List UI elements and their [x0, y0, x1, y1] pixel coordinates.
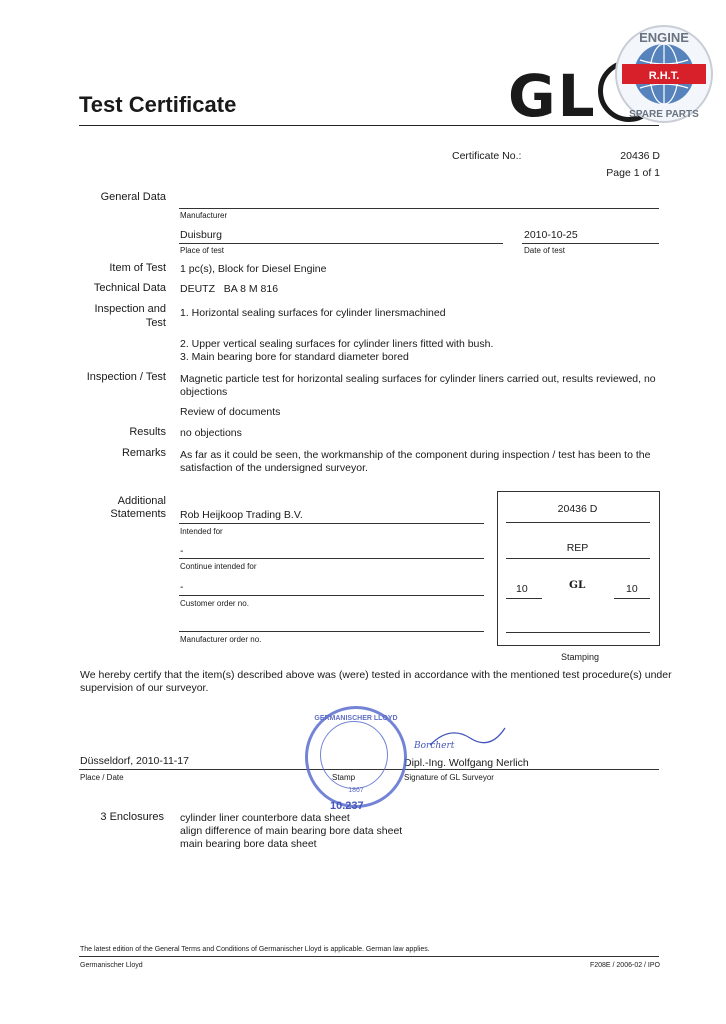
header-rule [79, 125, 659, 126]
stamping-left-value: 10 [516, 583, 528, 595]
footer-terms: The latest edition of the General Terms and Conditions of Germanischer Lloyd is applicable. German law applies. [80, 946, 430, 953]
technical-data-label: Technical Data [93, 282, 166, 294]
additional-label-line2: Statements [110, 508, 166, 520]
intended-for-line [179, 523, 484, 524]
logo-top-text: ENGINE [639, 30, 689, 45]
place-date-value: Düsseldorf, 2010-11-17 [80, 755, 189, 767]
inspection-item-2: 2. Upper vertical sealing surfaces for cylinder liners fitted with bush. [180, 338, 494, 350]
logo-middle-text: R.H.T. [648, 70, 680, 82]
certificate-no: 20436 D [620, 150, 660, 162]
intended-for-caption: Intended for [180, 527, 223, 536]
seal-number: 10.237 [330, 800, 364, 812]
stamping-number: 20436 D [557, 503, 598, 515]
continue-intended-value: - [180, 545, 184, 557]
results-value: no objections [180, 427, 242, 439]
manufacturer-order-line [179, 631, 484, 632]
surveyor-caption: Signature of GL Surveyor [404, 773, 494, 782]
certify-line2: supervision of our surveyor. [80, 682, 209, 694]
enclosure-2: align difference of main bearing bore data sheet [180, 825, 403, 837]
manufacturer-caption: Manufacturer [180, 211, 228, 220]
inspection-test-label: Inspection / Test [86, 371, 166, 383]
customer-order-line [179, 595, 484, 596]
place-date-caption: Place / Date [80, 773, 124, 782]
stamping-line-3a [506, 598, 542, 599]
stamping-line-4 [506, 632, 650, 633]
date-of-test: 2010-10-25 [524, 229, 578, 241]
footer-company: Germanischer Lloyd [80, 962, 143, 969]
stamping-right-value: 10 [626, 583, 638, 595]
stamping-line-1 [506, 522, 650, 523]
gl-logo: GL [508, 62, 597, 130]
continue-intended-line [179, 558, 484, 559]
footer-form-code: F208E / 2006-02 / IPO [589, 962, 660, 969]
stamping-gl-mark: GL [569, 579, 586, 591]
place-caption: Place of test [180, 246, 225, 255]
certify-line1: We hereby certify that the item(s) described above was (were) tested in accordance with the mentioned test procedure(s) under [80, 669, 672, 681]
item-of-test-value: 1 pc(s), Block for Diesel Engine [180, 263, 327, 275]
manufacturer-order-caption: Manufacturer order no. [180, 635, 262, 644]
remarks-line1: As far as it could be seen, the workmanship of the component during inspection / test has been to the [180, 449, 651, 461]
intended-for-value: Rob Heijkoop Trading B.V. [180, 509, 303, 521]
logo-bottom-text: SPARE PARTS [629, 109, 699, 120]
place-line [179, 243, 503, 244]
signature-scrawl: Borchert [414, 741, 455, 751]
stamping-line-3b [614, 598, 650, 599]
item-of-test-label: Item of Test [109, 262, 166, 274]
technical-data-value: DEUTZ BA 8 M 816 [180, 283, 279, 295]
certificate-no-label: Certificate No.: [452, 150, 522, 162]
enclosures-label: 3 Enclosures [100, 811, 164, 823]
customer-order-caption: Customer order no. [180, 599, 249, 608]
additional-label-line1: Additional [117, 495, 166, 507]
enclosure-3: main bearing bore data sheet [180, 838, 317, 850]
date-line [522, 243, 659, 244]
seal-year: 1867 [348, 787, 364, 794]
seal-text: GERMANISCHER LLOYD [314, 715, 398, 722]
stamp-caption: Stamp [332, 773, 356, 782]
inspection-item-1: 1. Horizontal sealing surfaces for cylinder linersmachined [180, 307, 446, 319]
inspection-item-3: 3. Main bearing bore for standard diameter bored [180, 351, 409, 363]
place-of-test: Duisburg [180, 229, 223, 241]
general-data-label: General Data [100, 191, 166, 203]
inspection-label-line2: Test [145, 317, 166, 329]
inspection-label-line1: Inspection and [94, 303, 166, 315]
customer-order-value: - [180, 581, 184, 593]
manufacturer-line [179, 208, 659, 209]
page-number: Page 1 of 1 [606, 167, 660, 179]
remarks-line2: satisfaction of the undersigned surveyor. [180, 462, 368, 474]
enclosure-1: cylinder liner counterbore data sheet [180, 812, 350, 824]
date-caption: Date of test [524, 246, 565, 255]
results-label: Results [129, 426, 166, 438]
signature-stroke [420, 720, 510, 750]
continue-intended-caption: Continue intended for [180, 562, 257, 571]
remarks-label: Remarks [121, 447, 166, 459]
surveyor-name: Dipl.-Ing. Wolfgang Nerlich [404, 757, 529, 769]
gl-seal-stamp [305, 706, 407, 808]
inspection-test-line1: Magnetic particle test for horizontal sealing surfaces for cylinder liners carried out, results reviewed, no [180, 373, 656, 385]
footer-line [79, 956, 659, 957]
inspection-test-line3: Review of documents [180, 406, 281, 418]
page-title: Test Certificate [79, 92, 237, 117]
stamping-line-2 [506, 558, 650, 559]
rht-engine-spare-parts-logo [612, 22, 716, 126]
inspection-test-line2: objections [180, 386, 228, 398]
seal-inner-ring [320, 721, 388, 789]
stamping-caption: Stamping [561, 652, 600, 662]
stamping-rep: REP [566, 542, 589, 554]
